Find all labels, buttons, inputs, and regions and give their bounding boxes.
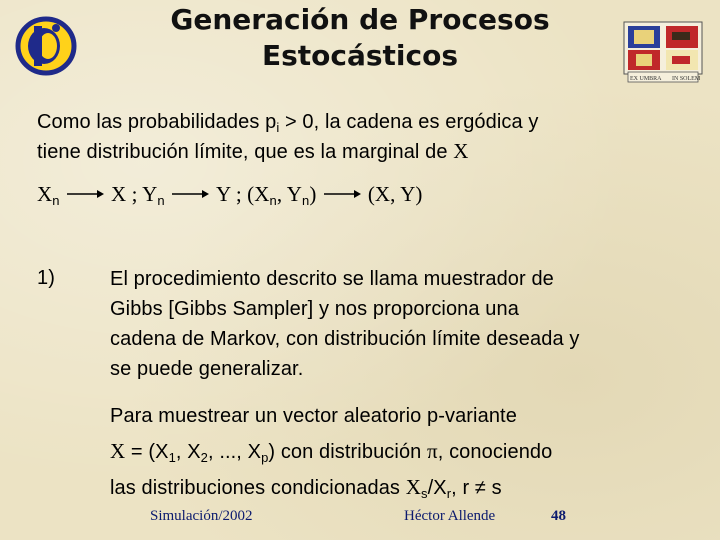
- university-logo-left-icon: [14, 14, 86, 78]
- item-1-text: El procedimiento descrito se llama muestrador de Gibbs [Gibbs Sampler] y nos proporciona una cadena de Markov, con distribución límite deseada y se puede generalizar.: [110, 268, 580, 380]
- crest-motto-right: IN SOLEM: [672, 76, 701, 82]
- footer-author: Héctor Allende: [404, 508, 496, 524]
- converges-arrow-icon: [322, 188, 362, 200]
- item-2-line-1: Para muestrear un vector aleatorio p-variante: [110, 405, 517, 427]
- convergence-statement: $X_n$ X ; $Y_n$ Y ; ($X_n$, $Y_n$) (X, Y): [37, 182, 423, 208]
- converges-arrow-icon: [65, 188, 105, 200]
- converges-arrow-icon: [170, 188, 210, 200]
- crest-motto-left: EX UMBRA: [630, 76, 662, 82]
- footer-course: Simulación/2002: [150, 508, 253, 524]
- item-1-number: 1): [37, 267, 55, 289]
- slide-title: [140, 2, 580, 74]
- university-crest-icon: [622, 20, 704, 84]
- marginal-variable: X: [453, 139, 469, 163]
- title-line-1: Generación de Procesos: [170, 3, 550, 36]
- item-2-line-3: las distribuciones condicionadas $X_s/X_r$, r ≠ s: [110, 475, 502, 501]
- title-line-2: Estocásticos: [261, 39, 459, 72]
- pi-symbol: π: [427, 439, 438, 463]
- item-2-line-2: $X = (X_1$, $X_2$, ..., $X_p$) con distribución π, conociendo: [110, 439, 553, 465]
- item-2-text: [110, 399, 710, 506]
- intro-line-2: tiene distribución límite, que es la marginal de X: [37, 139, 469, 163]
- intro-line-1: Como las probabilidades $p_i > 0$, la cadena es ergódica y: [37, 111, 539, 135]
- intro-paragraph: [37, 108, 697, 167]
- page-number: 48: [551, 508, 566, 524]
